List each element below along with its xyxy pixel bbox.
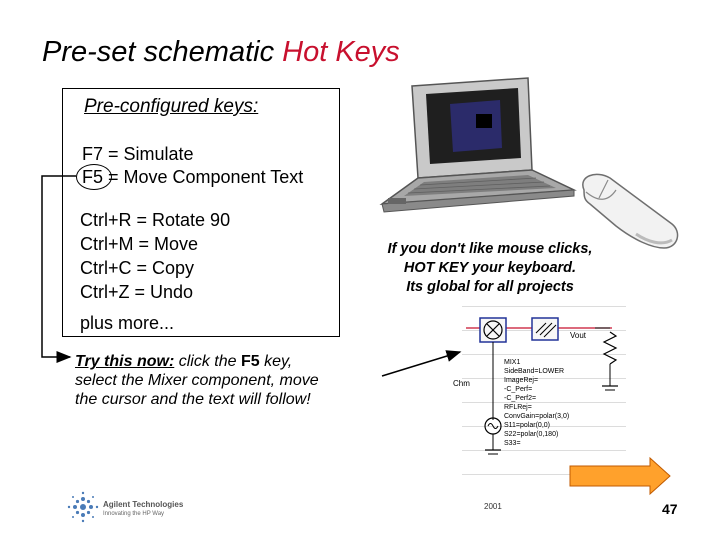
agilent-spark-logo-icon [66, 490, 100, 524]
try-text: click the [174, 353, 241, 370]
mouse-note-line: If you don't like mouse clicks, [387, 241, 593, 257]
schematic-year-label: 2001 [484, 502, 502, 511]
plus-more-line: plus more... [80, 313, 175, 333]
box-heading: Pre-configured keys: [84, 96, 259, 117]
param-text: ImageRej= [504, 377, 539, 384]
try-lead: Try this now: [75, 353, 175, 370]
try-note-line-1 [75, 352, 319, 371]
slide-number: 47 [662, 501, 678, 517]
title-accent: Hot Keys [282, 36, 400, 68]
mouse-note-line: Its global for all projects [406, 279, 574, 295]
key-ctrl-z-line: Ctrl+Z = Undo [80, 282, 194, 302]
key-f7-line: F7 = Simulate [82, 144, 194, 164]
key-ctrl-r-line: Ctrl+R = Rotate 90 [80, 210, 231, 230]
param-text: S11=polar(0,0) [504, 422, 550, 429]
title-main: Pre-set schematic [42, 36, 283, 68]
company-name: Agilent Technologies [103, 500, 184, 509]
laptop-icon [360, 78, 580, 218]
schematic-pointer-arrow [382, 352, 460, 376]
param-text: ConvGain=polar(3,0) [504, 413, 570, 420]
schematic-screenshot [453, 300, 630, 500]
param-text: SideBand=LOWER [504, 368, 565, 375]
mouse-clicks-note [330, 240, 650, 297]
vout-label: Vout [570, 331, 587, 340]
param-text: S33= [504, 440, 521, 447]
try-note-line-2: select the Mixer component, move [75, 372, 319, 389]
param-text: MIX1 [504, 359, 521, 366]
chm-label: Chm [453, 379, 470, 388]
param-text: -C_Perf2= [504, 395, 537, 402]
slide-title [42, 36, 400, 69]
key-f5-line: F5 = Move Component Text [82, 167, 304, 187]
try-note-line-3: the cursor and the text will follow! [75, 391, 311, 408]
param-text: -C_Perf= [504, 386, 533, 393]
company-tagline: Innovating the HP Way [103, 511, 165, 517]
f5-highlight-circle [76, 164, 112, 190]
mouse-note-line: HOT KEY your keyboard. [403, 260, 577, 276]
try-text: key, [259, 353, 293, 370]
key-ctrl-c-line: Ctrl+C = Copy [80, 258, 195, 278]
param-text: S22=polar(0,180) [504, 431, 559, 438]
key-ctrl-m-line: Ctrl+M = Move [80, 234, 199, 254]
param-text: RFLRej= [504, 404, 532, 411]
try-this-note [75, 352, 319, 409]
try-f5-key: F5 [240, 353, 260, 370]
